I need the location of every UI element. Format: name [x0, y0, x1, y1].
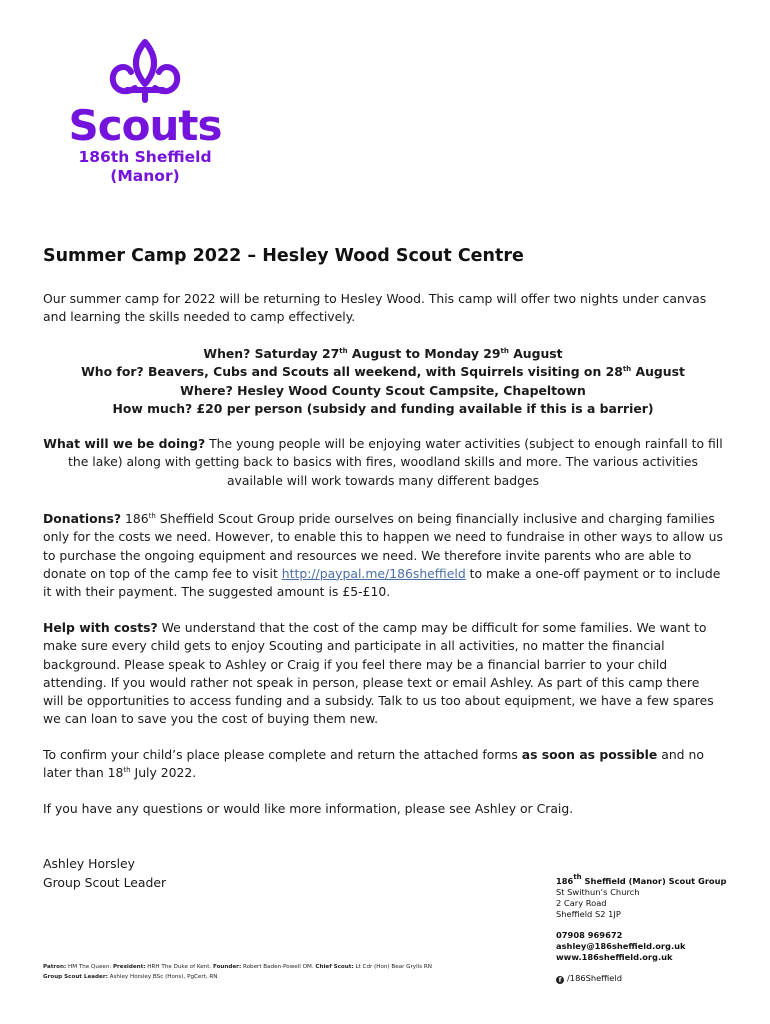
details-cost: How much? £20 per person (subsidy and funding available if this is a barrier)	[112, 400, 654, 416]
facebook-icon: f	[556, 976, 564, 984]
details-when: When? Saturday 27th August to Monday 29th August	[203, 346, 563, 361]
patrons-line-2: Group Scout Leader: Ashley Horsley BSc (Hons), PgCert, RN	[43, 973, 218, 980]
email-address[interactable]: ashley@186sheffield.org.uk	[556, 941, 686, 951]
donations-paragraph: Donations? 186th Sheffield Scout Group pride ourselves on being financially inclusive and charging families only for the costs we need. However, to enable this to happen we need to fundraise in other ways to allow us to purchase the ongoing equipment and resources we need. We therefore invite parents who are able to donate on top of the camp fee to visit http://paypal.me/186sheffield to make a one-off payment or to include it with their payment. The suggested amount is £5-£10.	[43, 511, 723, 600]
group-name: 186th Sheffield (Manor) Scout Group	[556, 873, 727, 886]
questions-paragraph: If you have any questions or would like more information, please see Ashley or Craig.	[43, 801, 574, 816]
website[interactable]: www.186sheffield.org.uk	[556, 952, 673, 962]
logo-group-name: 186th Sheffield	[78, 148, 212, 166]
page-title: Summer Camp 2022 – Hesley Wood Scout Centre	[43, 246, 524, 266]
logo-wordmark: Scouts	[68, 101, 222, 150]
address-line-3: Sheffield S2 1JP	[556, 909, 621, 919]
address-block	[556, 873, 727, 984]
help-with-costs-paragraph: Help with costs? We understand that the cost of the camp may be difficult for some families. We want to make sure every child gets to enjoy Scouting and participate in all activities, no matter the financial background. Please speak to Ashley or Craig if you feel there may be a financial barrier to your child attending. If you would rather not speak in person, please text or email Ashley. As part of this camp there will be opportunities to access funding and a subsidy. Talk to us too about equipment, we have a few spares we can loan to save you the cost of buying them new.	[43, 620, 714, 727]
signatory-name: Ashley Horsley	[43, 856, 135, 871]
signature-block	[43, 855, 166, 892]
patrons-line-1: Patron: HM The Queen. President: HRH The Duke of Kent. Founder: Robert Baden-Powell OM. Chief Scout: Lt Cdr (Hon) Bear Grylls RN	[43, 964, 432, 970]
details-where: Where? Hesley Wood County Scout Campsite, Chapeltown	[180, 382, 586, 398]
address-line-1: St Swithun’s Church	[556, 887, 640, 897]
facebook-handle[interactable]: f /186Sheffield	[556, 973, 726, 984]
signatory-role: Group Scout Leader	[43, 874, 167, 890]
details-who: Who for? Beavers, Cubs and Scouts all weekend, with Squirrels visiting on 28th August	[81, 364, 685, 380]
paypal-link[interactable]: http://paypal.me/186sheffield	[281, 565, 466, 581]
phone-number: 07908 969672	[556, 930, 623, 940]
fleur-de-lis-icon	[105, 38, 185, 104]
patrons-footer	[43, 963, 432, 982]
intro-paragraph: Our summer camp for 2022 will be returning to Hesley Wood. This camp will offer two nights under canvas and learning the skills needed to camp effectively.	[43, 291, 707, 325]
activities-paragraph: What will we be doing? The young people will be enjoying water activities (subject to enough rainfall to fill the lake) along with getting back to basics with fires, woodland skills and more. The various activities available will work towards many different badges	[43, 436, 723, 488]
logo-group-district: (Manor)	[110, 167, 180, 185]
scouts-logo	[60, 38, 230, 186]
camp-details	[43, 345, 723, 418]
confirm-paragraph: To confirm your child’s place please complete and return the attached forms as soon as possible and no later than 18th July 2022.	[43, 747, 704, 781]
address-line-2: 2 Cary Road	[556, 898, 607, 908]
